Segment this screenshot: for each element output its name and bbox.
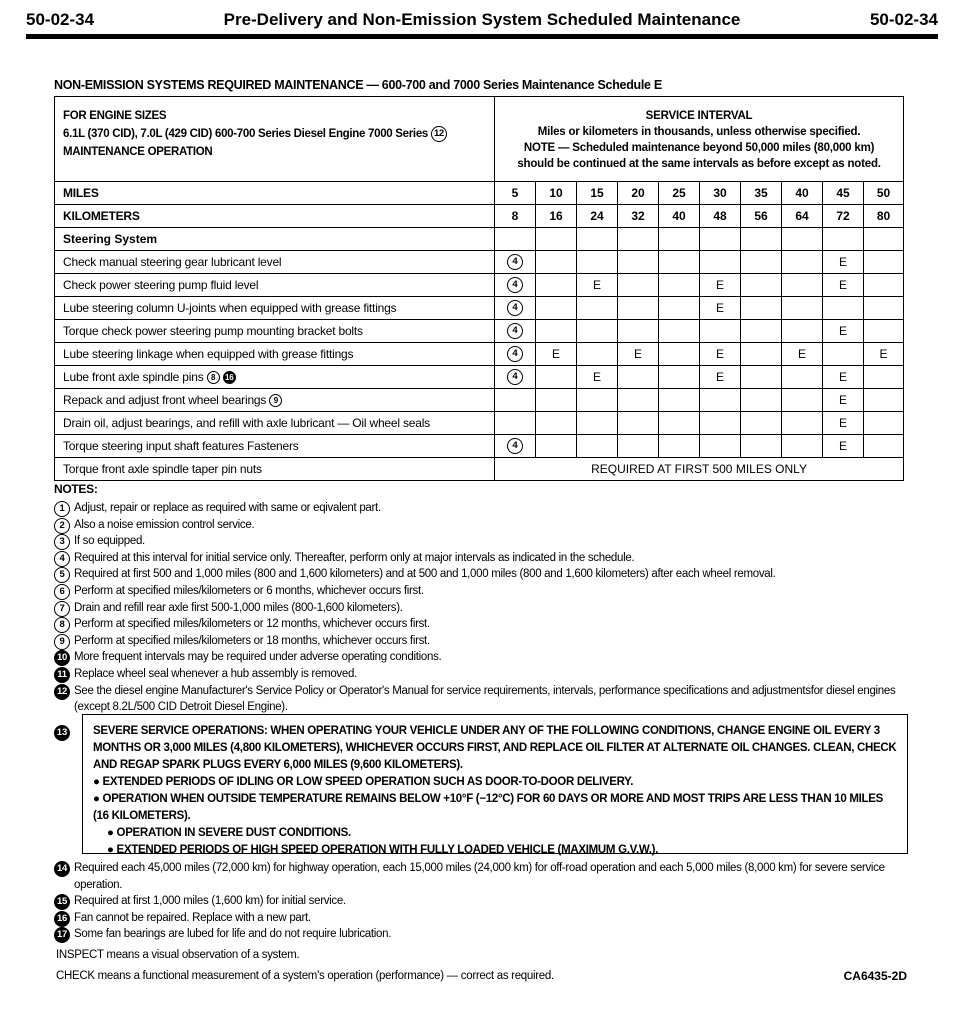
interval-cell: E <box>536 343 577 366</box>
note-ref-icon: 12 <box>431 126 447 142</box>
interval-cell <box>536 274 577 297</box>
km-value: 56 <box>741 205 782 228</box>
note-ref-icon: 17 <box>54 927 70 943</box>
severe-bullet: EXTENDED PERIODS OF HIGH SPEED OPERATION WITH FULLY LOADED VEHICLE (MAXIMUM G.V.W.). <box>116 844 659 856</box>
interval-cell: E <box>700 343 741 366</box>
interval-cell <box>495 251 536 274</box>
interval-cell: E <box>577 274 618 297</box>
last-row <box>55 458 904 481</box>
interval-cell <box>536 320 577 343</box>
interval-cell: E <box>823 366 864 389</box>
note-ref-icon: 16 <box>223 371 236 384</box>
interval-cell <box>659 366 700 389</box>
interval-cell: E <box>823 435 864 458</box>
note-ref-icon: 10 <box>54 650 70 666</box>
table-row <box>55 435 904 458</box>
interval-cell <box>864 297 904 320</box>
interval-cell <box>495 274 536 297</box>
kilometers-row <box>55 205 904 228</box>
km-value: 40 <box>659 205 700 228</box>
page-title: Pre-Delivery and Non-Emission System Scheduled Maintenance <box>223 10 741 29</box>
note-ref-icon: 3 <box>54 534 70 550</box>
note-text: See the diesel engine Manufacturer's Service Policy or Operator's Manual for service requirements, intervals, performance specifications and adjustmentsfor diesel engines (except 8.2L/500 CID Detroit Diesel Engine). <box>74 684 896 714</box>
note-text: Drain and refill rear axle first 500-1,000 miles (800-1,600 kilometers). <box>74 601 403 614</box>
interval-cell <box>577 389 618 412</box>
interval-cell <box>618 297 659 320</box>
figure-code: CA6435-2D <box>843 969 907 983</box>
table-row <box>55 274 904 297</box>
engine-description: 6.1L (370 CID), 7.0L (429 CID) 600-700 Series Diesel Engine 7000 Series <box>63 128 429 140</box>
interval-cell <box>577 297 618 320</box>
note-item <box>54 583 914 600</box>
interval-cell <box>659 389 700 412</box>
severe-service-box: SEVERE SERVICE OPERATIONS: WHEN OPERATING YOUR VEHICLE UNDER ANY OF THE FOLLOWING CONDITIONS, CHANGE ENGINE OIL EVERY 3 MONTHS OR 3,000 MILES (4,800 KILOMETERS), WHICHEVER OCCURS FIRST, AND REPLACE OIL FILTER AT ALTERNATE OIL CHANGES. CLEAN, CHECK AND REGAP SPARK PLUGS EVERY 6,000 MILES (9,600 KILOMETERS). ● EXTENDED PERIODS OF IDLING OR LOW SPEED OPERATION SUCH AS DOOR-TO-DOOR DELIVERY. ● OPERATION WHEN OUTSIDE TEMPERATURE REMAINS BELOW +10°F (−12°C) FOR 60 DAYS OR MORE AND MOST TRIPS ARE LESS THAN 10 MILES (16 KILOMETERS). ● OPERATION IN SEVERE DUST CONDITIONS. ● EXTENDED PERIODS OF HIGH SPEED OPERATION WITH FULLY LOADED VEHICLE (MAXIMUM G.V.W.). <box>82 714 908 854</box>
interval-cell <box>659 274 700 297</box>
interval-cell <box>782 389 823 412</box>
km-value: 48 <box>700 205 741 228</box>
miles-value: 25 <box>659 182 700 205</box>
note-ref-icon: 16 <box>54 911 70 927</box>
interval-cell: E <box>700 274 741 297</box>
header-rule <box>26 34 938 39</box>
interval-cell <box>659 297 700 320</box>
section-row <box>55 228 904 251</box>
note-text: Replace wheel seal whenever a hub assembly is removed. <box>74 667 357 680</box>
operation-label: Torque check power steering pump mounting bracket bolts <box>55 320 495 343</box>
km-value: 64 <box>782 205 823 228</box>
interval-line-3: should be continued at the same intervals as before except as noted. <box>517 158 881 170</box>
note-ref-icon: 4 <box>507 323 523 339</box>
note-text: Some fan bearings are lubed for life and do not require lubrication. <box>74 928 392 941</box>
interval-cell <box>659 251 700 274</box>
note-text: Also a noise emission control service. <box>74 518 255 531</box>
note-item <box>54 893 914 910</box>
interval-cell <box>495 366 536 389</box>
interval-cell: E <box>823 274 864 297</box>
interval-cell <box>741 297 782 320</box>
note-ref-icon: 9 <box>54 634 70 650</box>
interval-cell <box>577 320 618 343</box>
interval-cell <box>741 320 782 343</box>
maintenance-operation-label: MAINTENANCE OPERATION <box>63 146 213 158</box>
engine-header-cell <box>55 97 495 182</box>
interval-cell <box>700 412 741 435</box>
severe-bullet: OPERATION WHEN OUTSIDE TEMPERATURE REMAINS BELOW +10°F (−12°C) FOR 60 DAYS OR MORE AND MOST TRIPS ARE LESS THAN 10 MILES (16 KILOMETERS). <box>93 793 883 822</box>
interval-cell <box>741 389 782 412</box>
interval-cell <box>741 274 782 297</box>
interval-cell <box>577 412 618 435</box>
interval-cell <box>741 251 782 274</box>
note-ref-icon: 2 <box>54 518 70 534</box>
notes-section <box>54 482 914 716</box>
interval-cell <box>700 251 741 274</box>
miles-value: 30 <box>700 182 741 205</box>
note-text: Required at this interval for initial service only. Thereafter, perform only at major intervals as indicated in the schedule. <box>74 551 635 564</box>
operation-label: Lube steering column U-joints when equipped with grease fittings <box>55 297 495 320</box>
note-text: Fan cannot be repaired. Replace with a new part. <box>74 911 311 924</box>
note-text: Required at first 500 and 1,000 miles (800 and 1,600 kilometers) and at 500 and 1,000 miles (800 and 1,600 kilometers) after each wheel removal. <box>74 568 776 581</box>
service-interval-title: SERVICE INTERVAL <box>645 110 753 122</box>
note-item <box>54 550 914 567</box>
note-ref-icon: 4 <box>507 254 523 270</box>
interval-cell <box>618 320 659 343</box>
note-text: Adjust, repair or replace as required with same or eqivalent part. <box>74 502 381 514</box>
interval-cell <box>864 435 904 458</box>
note-ref-icon: 4 <box>507 300 523 316</box>
miles-value: 40 <box>782 182 823 205</box>
note-text: Perform at specified miles/kilometers or 12 months, whichever occurs first. <box>74 618 430 631</box>
note-text: Required each 45,000 miles (72,000 km) for highway operation, each 15,000 miles (24,000 km) for off-road operation and each 5,000 miles (8,000 km) for severe service operation. <box>74 862 885 891</box>
first-500-miles-note: REQUIRED AT FIRST 500 MILES ONLY <box>495 458 904 481</box>
interval-cell: E <box>618 343 659 366</box>
severe-bullet: EXTENDED PERIODS OF IDLING OR LOW SPEED OPERATION SUCH AS DOOR-TO-DOOR DELIVERY. <box>102 776 634 788</box>
interval-cell <box>864 320 904 343</box>
interval-cell <box>577 251 618 274</box>
note-item <box>54 533 914 550</box>
severe-bullet: OPERATION IN SEVERE DUST CONDITIONS. <box>116 827 351 839</box>
note-ref-icon: 4 <box>507 277 523 293</box>
note-item <box>54 860 914 893</box>
maintenance-table <box>54 96 904 481</box>
note-ref-icon: 1 <box>54 501 70 517</box>
table-row <box>55 320 904 343</box>
note-number-icon: 13 <box>54 725 70 741</box>
interval-cell <box>618 251 659 274</box>
note-ref-icon: 7 <box>54 601 70 617</box>
interval-cell <box>864 274 904 297</box>
note-ref-icon: 6 <box>54 584 70 600</box>
interval-cell: E <box>823 412 864 435</box>
interval-cell <box>659 412 700 435</box>
operation-label: Lube front axle spindle pins 8 16 <box>55 366 495 389</box>
interval-cell <box>577 435 618 458</box>
note-text: Perform at specified miles/kilometers or 18 months, whichever occurs first. <box>74 634 430 647</box>
miles-value: 45 <box>823 182 864 205</box>
km-value: 80 <box>864 205 904 228</box>
note-ref-icon: 4 <box>507 438 523 454</box>
interval-cell: E <box>823 320 864 343</box>
note-ref-icon: 4 <box>54 551 70 567</box>
operation-label: Repack and adjust front wheel bearings 9 <box>55 389 495 412</box>
interval-cell <box>536 435 577 458</box>
note-item <box>54 600 914 617</box>
note-item <box>54 616 914 633</box>
note-ref-icon: 4 <box>507 369 523 385</box>
interval-cell <box>577 343 618 366</box>
interval-cell <box>823 343 864 366</box>
section-title: Steering System <box>55 228 495 251</box>
miles-row <box>55 182 904 205</box>
interval-cell: E <box>700 366 741 389</box>
note-ref-icon: 11 <box>54 667 70 683</box>
operation-label: Check manual steering gear lubricant level <box>55 251 495 274</box>
operation-label: Drain oil, adjust bearings, and refill with axle lubricant — Oil wheel seals <box>55 412 495 435</box>
interval-cell <box>864 412 904 435</box>
miles-value: 10 <box>536 182 577 205</box>
interval-cell: E <box>823 251 864 274</box>
interval-cell <box>495 343 536 366</box>
service-interval-header <box>495 97 904 182</box>
table-row <box>55 366 904 389</box>
interval-cell <box>782 435 823 458</box>
miles-label: MILES <box>55 182 495 205</box>
interval-cell <box>536 251 577 274</box>
note-ref-icon: 8 <box>54 617 70 633</box>
interval-cell <box>659 435 700 458</box>
notes-continued <box>54 860 914 943</box>
interval-cell: E <box>823 389 864 412</box>
check-definition: CHECK means a functional measurement of a system's operation (performance) — correct as required. <box>56 970 554 982</box>
kilometers-label: KILOMETERS <box>55 205 495 228</box>
note-text: If so equipped. <box>74 535 145 548</box>
operation-label: Lube steering linkage when equipped with grease fittings <box>55 343 495 366</box>
interval-cell <box>782 251 823 274</box>
interval-cell <box>741 343 782 366</box>
interval-cell <box>741 412 782 435</box>
note-ref-icon: 9 <box>269 394 282 407</box>
interval-cell <box>741 366 782 389</box>
interval-cell <box>495 320 536 343</box>
interval-line-2: NOTE — Scheduled maintenance beyond 50,000 miles (80,000 km) <box>523 142 875 154</box>
miles-value: 5 <box>495 182 536 205</box>
interval-cell <box>782 320 823 343</box>
note-item <box>54 666 914 683</box>
note-item <box>54 926 914 943</box>
note-text: Perform at specified miles/kilometers or 6 months, whichever occurs first. <box>74 584 424 597</box>
interval-cell <box>782 412 823 435</box>
interval-cell <box>700 435 741 458</box>
interval-cell <box>864 251 904 274</box>
note-item <box>54 500 914 517</box>
interval-cell <box>864 389 904 412</box>
interval-cell: E <box>700 297 741 320</box>
engine-sizes-label: FOR ENGINE SIZES <box>63 110 167 122</box>
note-text: More frequent intervals may be required under adverse operating conditions. <box>74 651 442 664</box>
note-text: Required at first 1,000 miles (1,600 km) for initial service. <box>74 895 346 908</box>
note-item <box>54 910 914 927</box>
interval-cell <box>536 412 577 435</box>
table-row <box>55 297 904 320</box>
note-ref-icon: 12 <box>54 684 70 700</box>
table-row <box>55 412 904 435</box>
interval-cell <box>618 412 659 435</box>
interval-cell: E <box>782 343 823 366</box>
interval-cell <box>700 320 741 343</box>
km-value: 8 <box>495 205 536 228</box>
operation-label: Check power steering pump fluid level <box>55 274 495 297</box>
interval-cell <box>700 389 741 412</box>
miles-value: 20 <box>618 182 659 205</box>
interval-cell <box>495 297 536 320</box>
interval-cell <box>782 366 823 389</box>
interval-cell <box>741 435 782 458</box>
inspect-definition: INSPECT means a visual observation of a system. <box>56 949 300 961</box>
note-ref-icon: 4 <box>507 346 523 362</box>
interval-cell <box>782 297 823 320</box>
table-row <box>55 251 904 274</box>
notes-heading: NOTES: <box>54 482 98 496</box>
miles-value: 15 <box>577 182 618 205</box>
interval-cell <box>659 343 700 366</box>
note-ref-icon: 15 <box>54 894 70 910</box>
note-item <box>54 683 914 716</box>
km-value: 72 <box>823 205 864 228</box>
page-header <box>26 8 938 36</box>
note-item <box>54 649 914 666</box>
interval-cell <box>495 412 536 435</box>
interval-cell <box>659 320 700 343</box>
note-item <box>54 517 914 534</box>
interval-cell <box>618 389 659 412</box>
interval-cell <box>495 435 536 458</box>
table-row <box>55 389 904 412</box>
interval-cell <box>536 366 577 389</box>
note-ref-icon: 8 <box>207 371 220 384</box>
interval-cell <box>618 366 659 389</box>
interval-cell <box>823 297 864 320</box>
page-number-left: 50-02-34 <box>26 10 95 29</box>
interval-cell: E <box>577 366 618 389</box>
note-item <box>54 633 914 650</box>
schedule-title: NON-EMISSION SYSTEMS REQUIRED MAINTENANCE — 600-700 and 7000 Series Maintenance Schedule E <box>54 78 662 92</box>
severe-intro: SEVERE SERVICE OPERATIONS: WHEN OPERATING YOUR VEHICLE UNDER ANY OF THE FOLLOWING CONDITIONS, CHANGE ENGINE OIL EVERY 3 MONTHS OR 3,000 MILES (4,800 KILOMETERS), WHICHEVER OCCURS FIRST, AND REPLACE OIL FILTER AT ALTERNATE OIL CHANGES. CLEAN, CHECK AND REGAP SPARK PLUGS EVERY 6,000 MILES (9,600 KILOMETERS). <box>93 725 897 771</box>
interval-line-1: Miles or kilometers in thousands, unless otherwise specified. <box>537 126 861 138</box>
interval-cell <box>536 389 577 412</box>
interval-cell <box>782 274 823 297</box>
km-value: 32 <box>618 205 659 228</box>
km-value: 16 <box>536 205 577 228</box>
interval-cell <box>536 297 577 320</box>
table-row <box>55 343 904 366</box>
miles-value: 50 <box>864 182 904 205</box>
interval-cell <box>618 274 659 297</box>
operation-label: Torque steering input shaft features Fasteners <box>55 435 495 458</box>
note-ref-icon: 14 <box>54 861 70 877</box>
note-ref-icon: 5 <box>54 567 70 583</box>
page-number-right: 50-02-34 <box>869 10 938 29</box>
note-item <box>54 566 914 583</box>
interval-cell <box>864 366 904 389</box>
interval-cell <box>495 389 536 412</box>
interval-cell: E <box>864 343 904 366</box>
miles-value: 35 <box>741 182 782 205</box>
km-value: 24 <box>577 205 618 228</box>
operation-label: Torque front axle spindle taper pin nuts <box>55 458 495 481</box>
interval-cell <box>618 435 659 458</box>
